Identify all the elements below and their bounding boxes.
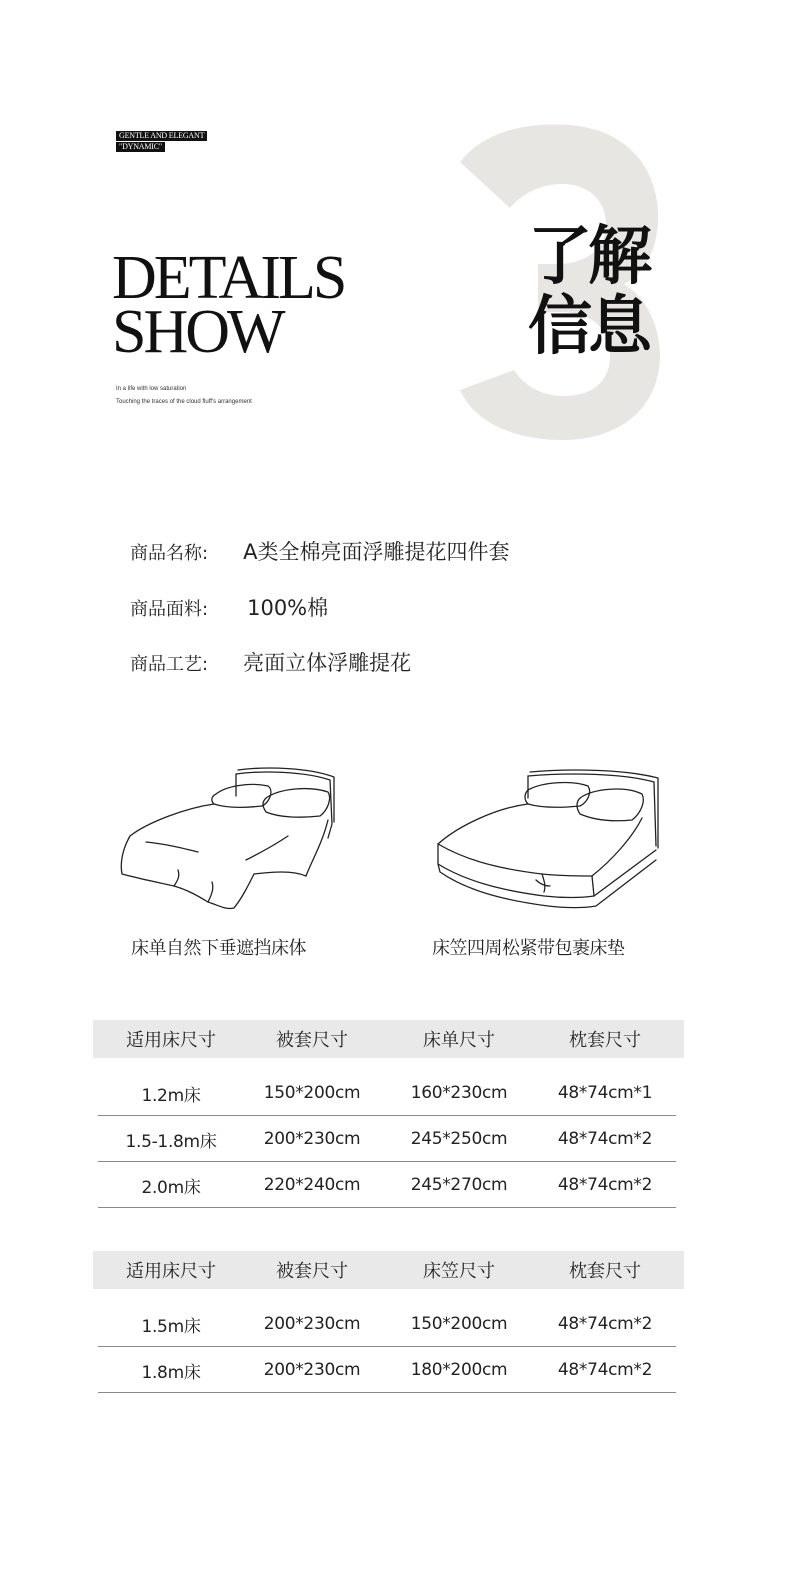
- cell-duvet-size: 150*200cm: [263, 1083, 361, 1103]
- table-row: [93, 1162, 684, 1208]
- cell-sheet-size: 245*250cm: [410, 1129, 508, 1149]
- cell-bed-size: 2.0m床: [141, 1177, 201, 1198]
- size-table-flat-sheet: [93, 1020, 684, 1208]
- row-divider: [98, 1207, 676, 1209]
- header-bed-size: 适用床尺寸: [126, 1030, 216, 1051]
- cell-pillowcase-size: 48*74cm*1: [557, 1083, 653, 1103]
- product-craft-row: [130, 647, 411, 677]
- cell-bed-size: 1.8m床: [141, 1362, 201, 1383]
- product-name-row: [130, 536, 509, 566]
- table-header: [93, 1251, 684, 1289]
- table-row: [93, 1347, 684, 1393]
- product-fabric-label: 商品面料:: [130, 599, 209, 620]
- cell-duvet-size: 200*230cm: [263, 1129, 361, 1149]
- cell-pillowcase-size: 48*74cm*2: [557, 1360, 653, 1380]
- product-name-label: 商品名称:: [130, 543, 209, 564]
- header-fitted-sheet-size: 床笠尺寸: [423, 1261, 495, 1282]
- table-row: [93, 1070, 684, 1116]
- cell-duvet-size: 200*230cm: [263, 1314, 361, 1334]
- fitted-sheet-caption: 床笠四周松紧带包裹床垫: [432, 938, 625, 959]
- chinese-title-line-1: 了解: [528, 220, 648, 294]
- subtitle-line-1: In a life with low saturation: [116, 386, 187, 392]
- table-row: [93, 1301, 684, 1347]
- product-name-value: A类全棉亮面浮雕提花四件套: [243, 540, 510, 564]
- header-duvet-size: 被套尺寸: [276, 1030, 348, 1051]
- tag-dynamic: "DYNAMIC": [116, 142, 165, 152]
- subtitle-line-2: Touching the traces of the cloud fluff's arrangement: [116, 399, 252, 405]
- cell-fitted-sheet-size: 150*200cm: [410, 1314, 508, 1334]
- cell-bed-size: 1.5-1.8m床: [125, 1131, 217, 1152]
- size-table-fitted-sheet: [93, 1251, 684, 1393]
- page-title-details: DETAILS: [112, 244, 345, 312]
- page-title-show: SHOW: [112, 298, 283, 366]
- cell-bed-size: 1.2m床: [141, 1085, 201, 1106]
- cell-duvet-size: 200*230cm: [263, 1360, 361, 1380]
- header-bed-size: 适用床尺寸: [126, 1261, 216, 1282]
- header-pillowcase-size: 枕套尺寸: [569, 1030, 641, 1051]
- product-craft-label: 商品工艺:: [130, 654, 209, 675]
- table-row: [93, 1116, 684, 1162]
- cell-sheet-size: 245*270cm: [410, 1175, 508, 1195]
- cell-pillowcase-size: 48*74cm*2: [557, 1175, 653, 1195]
- table-header: [93, 1020, 684, 1058]
- flat-sheet-caption: 床单自然下垂遮挡床体: [131, 938, 306, 959]
- product-fabric-value: 100%棉: [247, 596, 329, 620]
- cell-bed-size: 1.5m床: [141, 1316, 201, 1337]
- tag-gentle-elegant: GENTLE AND ELEGANT: [116, 131, 207, 141]
- cell-fitted-sheet-size: 180*200cm: [410, 1360, 508, 1380]
- cell-pillowcase-size: 48*74cm*2: [557, 1314, 653, 1334]
- row-divider: [98, 1392, 676, 1394]
- chinese-title-line-2: 信息: [528, 290, 648, 364]
- product-craft-value: 亮面立体浮雕提花: [243, 651, 412, 675]
- header-sheet-size: 床单尺寸: [423, 1030, 495, 1051]
- flat-sheet-bed-illustration: [116, 764, 338, 914]
- cell-sheet-size: 160*230cm: [410, 1083, 508, 1103]
- cell-duvet-size: 220*240cm: [263, 1175, 361, 1195]
- product-fabric-row: [130, 592, 328, 622]
- header-pillowcase-size: 枕套尺寸: [569, 1261, 641, 1282]
- fitted-sheet-bed-illustration: [432, 768, 662, 918]
- header-duvet-size: 被套尺寸: [276, 1261, 348, 1282]
- cell-pillowcase-size: 48*74cm*2: [557, 1129, 653, 1149]
